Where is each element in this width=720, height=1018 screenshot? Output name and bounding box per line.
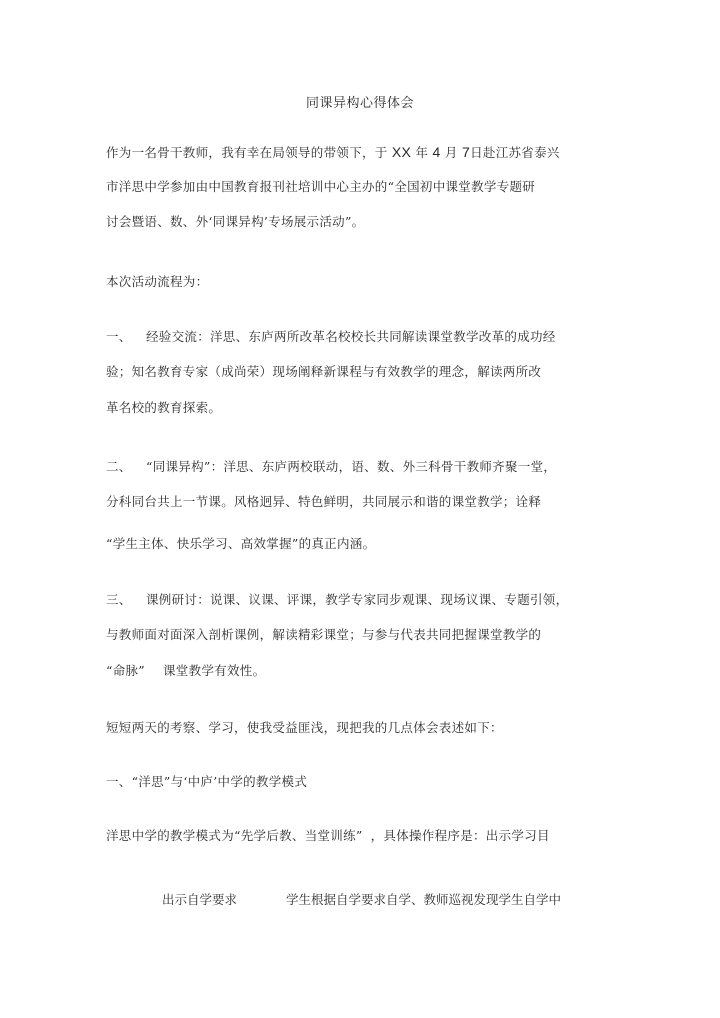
intro-line-3: 讨会暨语、数、外‘同课异构’专场展示活动”。	[106, 214, 365, 229]
item-1-line-1	[106, 329, 556, 345]
item-3-line-3	[106, 663, 265, 679]
item-2-line-1	[106, 459, 556, 475]
item-2-line-2: 分科同台共上一节课。风格迥异、特色鲜明，共同展示和谐的课堂教学；诠释	[106, 494, 542, 509]
section-1-text-b: ，具体操作程序是：出示学习目	[370, 828, 550, 843]
item-3-number: 三、	[106, 592, 132, 607]
document-title: 同课异构心得体会	[305, 96, 414, 111]
item-3-line-2: 与教师面对面深入剖析课例，解读精彩课堂；与参与代表共同把握课堂教学的	[106, 627, 542, 642]
intro-line-2: 市洋思中学参加由中国教育报刊社培训中心主办的“全国初中课堂教学专题研	[106, 179, 536, 194]
section-1-text	[106, 828, 550, 844]
item-1-line-3: 革名校的教育探索。	[106, 400, 222, 415]
item-3-text-3b: 课堂教学有效性。	[162, 663, 266, 678]
item-2-text-1: “同课异构”：洋思、东庐两校联动，语、数、外三科骨干教师齐聚一堂，	[146, 459, 557, 474]
item-1-number: 一、	[106, 329, 132, 344]
flow-step-right: 学生根据自学要求自学、教师巡视发现学生自学中	[286, 892, 562, 907]
flow-step-left: 出示自学要求	[162, 892, 238, 907]
item-2-number: 二、	[106, 459, 132, 474]
intro-line-1	[106, 144, 560, 161]
intro-day: 7	[462, 144, 471, 160]
intro-text-c: 月	[444, 145, 458, 160]
intro-text-b: 年	[415, 145, 429, 160]
intro-month: 4	[432, 144, 441, 160]
intro-year: XX	[391, 144, 412, 160]
item-1-text-1: 经验交流：洋思、东庐两所改革名校校长共同解读课堂教学改革的成功经	[146, 329, 556, 344]
item-3-text-1: 课例研讨：说课、议课、评课，教学专家同步观课、现场议课、专题引领，	[146, 592, 569, 607]
item-3-line-1	[106, 592, 568, 608]
item-3-text-3a: “命脉”	[106, 663, 145, 678]
item-1-line-2: 验；知名教育专家（成尚荣）现场阐释新课程与有效教学的理念，解读两所改	[106, 364, 542, 379]
intro-text-d: 日赴江苏省泰兴	[470, 145, 560, 160]
process-label: 本次活动流程为：	[106, 274, 209, 289]
summary-paragraph: 短短两天的考察、学习，使我受益匪浅，现把我的几点体会表述如下：	[106, 720, 503, 735]
intro-text-a: 作为一名骨干教师，我有幸在局领导的带领下，于	[106, 145, 388, 160]
section-1-heading: 一、“洋思”与‘中庐’中学的教学模式	[106, 774, 308, 789]
section-1-text-a: 洋思中学的教学模式为“先学后教、当堂训练”	[106, 828, 363, 843]
item-2-line-3: “学生主体、快乐学习、高效掌握”的真正内涵。	[106, 536, 376, 551]
